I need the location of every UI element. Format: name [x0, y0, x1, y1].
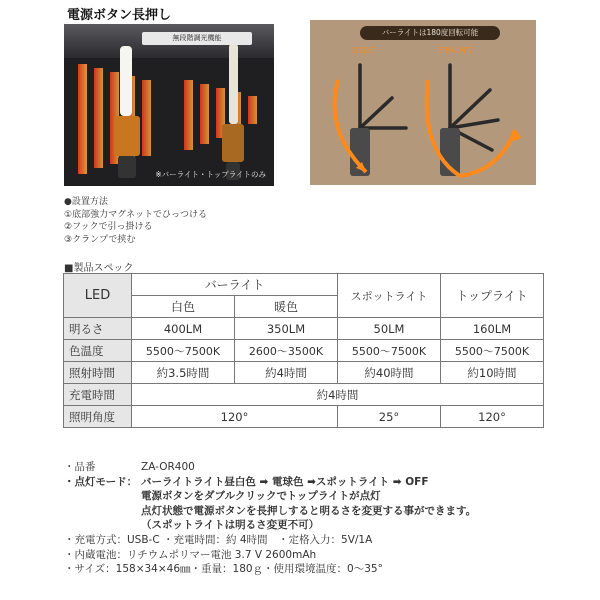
table-cell: 2600〜3500K [235, 340, 338, 362]
table-cell: 5500〜7500K [338, 340, 441, 362]
table-cell: 5500〜7500K [132, 340, 235, 362]
table-cell: 約40時間 [338, 362, 441, 384]
angle-spot-cell: 25° [338, 406, 441, 428]
rotation-illustration [310, 20, 536, 185]
mode-note: 電源ボタンをダブルクリックでトップライトが点灯 [141, 490, 381, 503]
table-cell: 5500〜7500K [441, 340, 544, 362]
row-label: 色温度 [64, 340, 132, 362]
bar-light-header: バーライト [132, 274, 338, 296]
mode-note: （スポットライトは明るさ変更不可） [141, 519, 320, 532]
product-notes [64, 460, 594, 577]
angle-bar-cell: 120° [132, 406, 338, 428]
table-row [64, 318, 544, 340]
row-label: 明るさ [64, 318, 132, 340]
row-label: 照射時間 [64, 362, 132, 384]
page-title: 電源ボタン長押し [67, 8, 172, 23]
size-line: ・サイズ：158×34×46㎜・重量：180ｇ・使用環境温度：0〜35° [64, 563, 383, 576]
mode-note: 点灯状態で電源ボタンを長押しすると明るさを変更する事ができます。 [141, 504, 477, 517]
setup-item: ②フックで引っ掛ける [64, 222, 153, 232]
mode-label: ・点灯モード： [64, 475, 138, 488]
dimming-caption: 無段階調光機能 [142, 32, 252, 45]
charge-time-cell: 約4時間 [132, 384, 544, 406]
warm-header: 暖色 [235, 296, 338, 318]
spot-light-header: スポットライト [338, 274, 441, 318]
angle-top-cell: 120° [441, 406, 544, 428]
table-cell: 160LM [441, 318, 544, 340]
table-cell: 約3.5時間 [132, 362, 235, 384]
table-row [64, 362, 544, 384]
mode-row [64, 475, 594, 490]
spec-table [63, 273, 544, 428]
setup-methods [64, 196, 207, 246]
dimming-note: ※バーライト・トップライトのみ [155, 170, 266, 179]
white-header: 白色 [132, 296, 235, 318]
model-row [64, 460, 594, 475]
top-light-header: トップライト [441, 274, 544, 318]
row-label: 照明角度 [64, 406, 132, 428]
table-row [64, 406, 544, 428]
table-cell: 350LM [235, 318, 338, 340]
dimming-photo [64, 24, 274, 186]
spec-title: ■製品スペック [64, 263, 134, 274]
table-cell: 約10時間 [441, 362, 544, 384]
mode-sequence: バーライトライト昼白色 ➡ 電球色 ➡スポットライト ➡ OFF [141, 475, 429, 488]
setup-item: ③クランプで挟む [64, 234, 136, 245]
setup-title: ●設置方法 [64, 197, 108, 207]
dimming-illustration [64, 24, 274, 186]
led-header: LED [64, 274, 132, 318]
table-cell: 400LM [132, 318, 235, 340]
table-row [64, 340, 544, 362]
table-row [64, 384, 544, 406]
rotation-diagram [310, 20, 536, 185]
row-label: 充電時間 [64, 384, 132, 406]
model-label: ・品番 [64, 461, 96, 473]
setup-item: ①底部強力マグネットでひっつける [64, 209, 207, 220]
battery-line: ・内蔵電池：リチウムポリマー電池 3.7 V 2600mAh [64, 548, 317, 561]
table-cell: 50LM [338, 318, 441, 340]
charge-line: ・充電方式：USB-C ・充電時間：約 4時間 ・定格入力：5V/1A [64, 533, 373, 546]
side-label: SIDE [352, 46, 377, 55]
rotation-caption: バーライトは180度回転可能 [360, 26, 500, 40]
model-value: ZA-OR400 [141, 461, 195, 473]
table-cell: 約4時間 [235, 362, 338, 384]
front-label: FRONT [438, 46, 474, 55]
